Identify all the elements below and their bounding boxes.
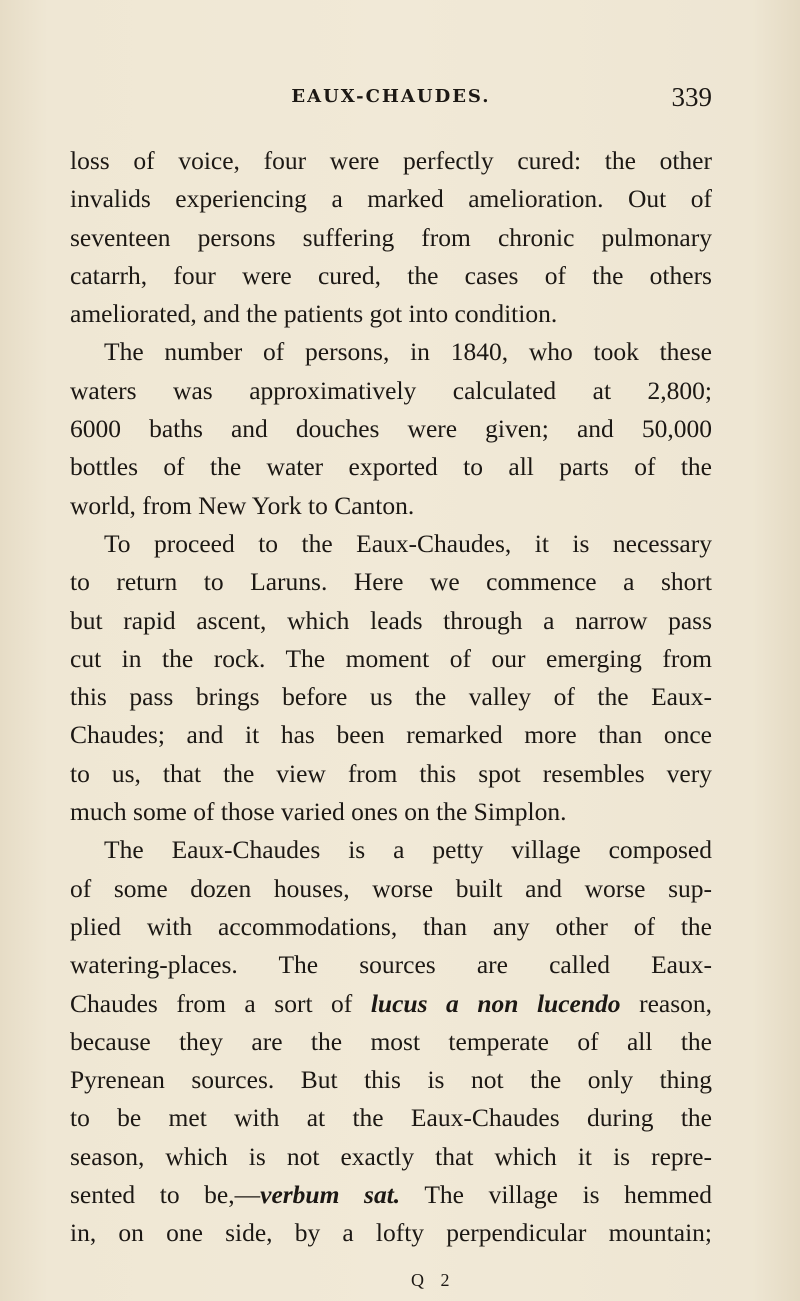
text-line: world, from New York to Canton.: [70, 490, 415, 520]
text-line: loss of voice, four were perfectly cured: the other: [70, 146, 712, 175]
signature-mark: Q 2: [411, 1270, 456, 1290]
line-text-before: Chaudes from a sort of: [70, 988, 371, 1018]
text-line: To proceed to the Eaux-Chaudes, it is necessary: [104, 528, 712, 558]
text-line: The number of persons, in 1840, who took these: [104, 337, 712, 367]
text-line: but rapid ascent, which leads through a narrow pass: [70, 605, 712, 635]
text-line: this pass brings before us the valley of the Eaux-: [70, 682, 712, 712]
line-text-after: reason,: [620, 988, 712, 1018]
text-line: seventeen persons suffering from chronic pulmonary: [70, 222, 712, 252]
text-line: to us, that the view from this spot resembles very: [70, 758, 712, 788]
text-line: plied with accommodations, than any other of the: [70, 911, 712, 941]
running-head: EAUX-CHAUDES.: [291, 86, 491, 107]
text-line: Pyrenean sources. But this is not the only thing: [70, 1065, 712, 1095]
text-line: [70, 1176, 712, 1214]
text-line: invalids experiencing a marked amelioration. Out of: [70, 184, 712, 214]
line-text-after: The village is hemmed: [400, 1180, 712, 1210]
text-line: much some of those varied ones on the Simplon.: [70, 797, 567, 827]
text-line: watering-places. The sources are called Eaux-: [70, 950, 712, 980]
page-header: [70, 82, 712, 120]
text-line: season, which is not exactly that which it is repre-: [70, 1141, 712, 1171]
text-line: cut in the rock. The moment of our emerging from: [70, 643, 712, 673]
text-line: to return to Laruns. Here we commence a short: [70, 567, 712, 597]
text-line: bottles of the water exported to all parts of the: [70, 452, 712, 482]
page-number: 339: [671, 82, 712, 112]
text-line: of some dozen houses, worse built and worse sup-: [70, 873, 712, 903]
text-line: 6000 baths and douches were given; and 50,000: [70, 414, 712, 444]
text-line: in, on one side, by a lofty perpendicular mountain;: [70, 1218, 712, 1248]
text-line: ameliorated, and the patients got into condition.: [70, 299, 558, 329]
text-line: waters was approximatively calculated at 2,800;: [70, 375, 712, 405]
text-line: Chaudes; and it has been remarked more than once: [70, 720, 712, 750]
text-line: [70, 985, 712, 1023]
text-line: The Eaux-Chaudes is a petty village composed: [104, 835, 712, 865]
text-line: because they are the most temperate of all the: [70, 1026, 712, 1056]
italic-phrase: verbum sat.: [260, 1180, 401, 1210]
text-line: to be met with at the Eaux-Chaudes during the: [70, 1103, 712, 1133]
italic-phrase: lucus a non lucendo: [370, 988, 621, 1018]
text-line: catarrh, four were cured, the cases of the others: [70, 260, 712, 290]
line-text-before: sented to be,—: [70, 1180, 261, 1210]
body-text: [70, 142, 712, 1253]
